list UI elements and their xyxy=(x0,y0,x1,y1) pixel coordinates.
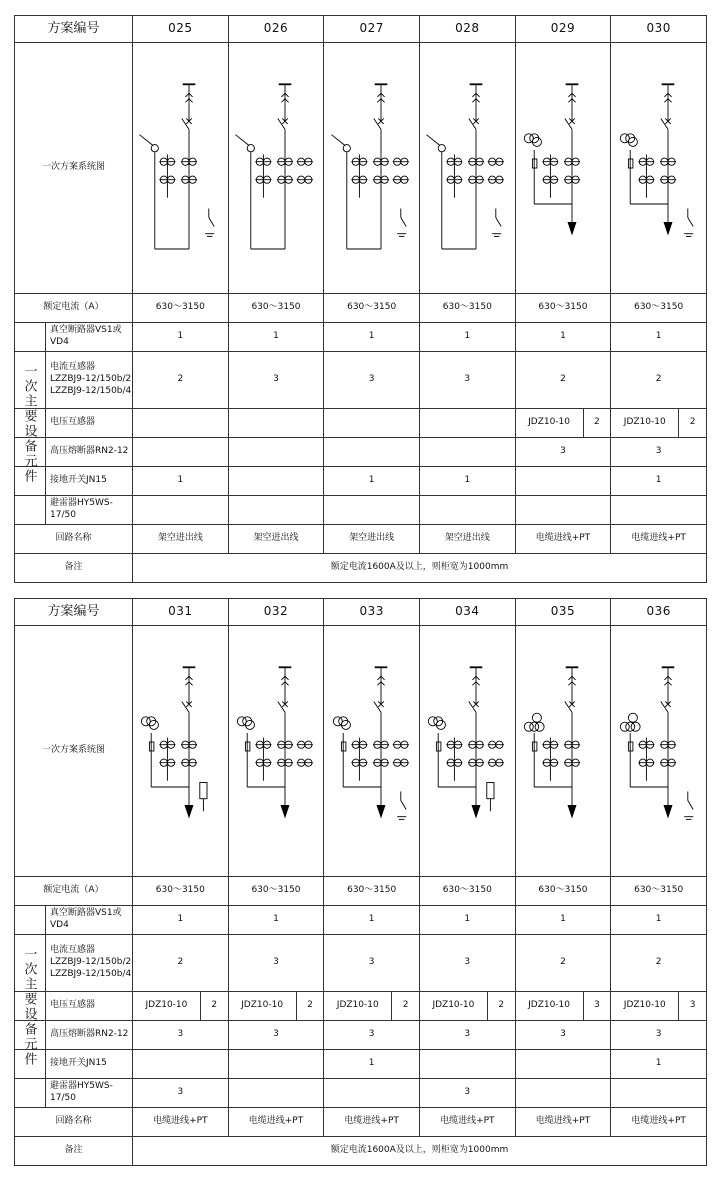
scheme-code: 033 xyxy=(324,599,420,626)
component-qty: 1 xyxy=(324,906,420,935)
component-qty: 1 xyxy=(133,906,229,935)
component-qty: 3 xyxy=(419,1021,515,1050)
circuit-name: 电缆进线+PT xyxy=(324,1108,420,1137)
rated-current-value: 630～3150 xyxy=(133,294,229,323)
component-qty xyxy=(133,409,229,438)
circuit-name: 架空进出线 xyxy=(228,525,324,554)
component-qty xyxy=(133,1050,229,1079)
component-qty: 1 xyxy=(324,467,420,496)
component-qty: 1 xyxy=(515,906,611,935)
rated-current-value: 630～3150 xyxy=(228,294,324,323)
scheme-no-label: 方案编号 xyxy=(15,599,133,626)
component-qty: 3 xyxy=(133,1021,229,1050)
remark-value: 额定电流1600A及以上，则柜宽为1000mm xyxy=(133,554,707,583)
single-line-diagram xyxy=(611,43,707,294)
rated-current-value: 630～3150 xyxy=(611,877,707,906)
single-line-diagram xyxy=(515,626,611,877)
scheme-code: 029 xyxy=(515,16,611,43)
component-qty: 1 xyxy=(611,323,707,352)
scheme-table xyxy=(14,598,707,1166)
circuit-name: 电缆进线+PT xyxy=(515,525,611,554)
single-line-diagram xyxy=(611,626,707,877)
single-line-diagram xyxy=(228,626,324,877)
component-qty: 2 xyxy=(133,352,229,409)
circuit-name: 电缆进线+PT xyxy=(133,1108,229,1137)
component-qty: 3 xyxy=(515,438,611,467)
component-qty xyxy=(133,438,229,467)
component-qty xyxy=(133,496,229,525)
scheme-code: 034 xyxy=(419,599,515,626)
component-qty: 1 xyxy=(515,323,611,352)
scheme-code: 035 xyxy=(515,599,611,626)
main-components-label: 一次主要设备元件 xyxy=(21,363,37,484)
single-line-diagram xyxy=(515,43,611,294)
component-label: 高压熔断器RN2-12 xyxy=(50,446,129,457)
component-qty xyxy=(419,1050,515,1079)
vt-value: JDZ10-10 2 xyxy=(324,992,420,1021)
component-label: 接地开关JN15 xyxy=(50,1058,107,1069)
circuit-name: 电缆进线+PT xyxy=(419,1108,515,1137)
component-qty xyxy=(228,1050,324,1079)
circuit-name: 架空进出线 xyxy=(133,525,229,554)
diagram-label: 一次方案系统图 xyxy=(15,626,133,877)
scheme-code: 028 xyxy=(419,16,515,43)
component-qty xyxy=(419,496,515,525)
component-qty xyxy=(324,438,420,467)
component-qty xyxy=(611,1079,707,1108)
circuit-name: 电缆进线+PT xyxy=(611,1108,707,1137)
single-line-diagram xyxy=(324,626,420,877)
rated-current-value: 630～3150 xyxy=(133,877,229,906)
component-qty: 3 xyxy=(324,1021,420,1050)
component-qty xyxy=(324,496,420,525)
component-qty: 3 xyxy=(228,935,324,992)
component-qty xyxy=(324,1079,420,1108)
component-qty: 2 xyxy=(611,352,707,409)
component-label: 电流互感器 LZZBJ9-12/150b/2 LZZBJ9-12/150b/4 xyxy=(50,945,132,979)
vt-value: JDZ10-10 3 xyxy=(611,992,707,1021)
component-qty xyxy=(515,467,611,496)
component-label: 高压熔断器RN2-12 xyxy=(50,1029,129,1040)
circuit-name: 电缆进线+PT xyxy=(515,1108,611,1137)
component-label: 电流互感器 LZZBJ9-12/150b/2 LZZBJ9-12/150b/4 xyxy=(50,362,132,396)
component-qty: 1 xyxy=(419,323,515,352)
vt-value: JDZ10-10 2 xyxy=(611,409,707,438)
component-qty xyxy=(228,467,324,496)
component-qty xyxy=(419,409,515,438)
component-label: 避雷器HY5WS-17/50 xyxy=(50,1081,113,1103)
component-qty xyxy=(515,1050,611,1079)
component-qty xyxy=(611,496,707,525)
component-qty xyxy=(228,409,324,438)
rated-current-value: 630～3150 xyxy=(515,294,611,323)
scheme-code: 025 xyxy=(133,16,229,43)
circuit-name: 架空进出线 xyxy=(324,525,420,554)
component-qty: 3 xyxy=(228,352,324,409)
component-qty xyxy=(228,438,324,467)
component-qty: 1 xyxy=(133,467,229,496)
rated-current-value: 630～3150 xyxy=(611,294,707,323)
vt-value: JDZ10-10 2 xyxy=(515,409,611,438)
component-qty: 2 xyxy=(515,352,611,409)
component-qty xyxy=(324,409,420,438)
single-line-diagram xyxy=(419,626,515,877)
rated-current-value: 630～3150 xyxy=(228,877,324,906)
component-qty: 1 xyxy=(611,906,707,935)
component-qty xyxy=(228,496,324,525)
rated-current-value: 630～3150 xyxy=(419,294,515,323)
component-qty: 2 xyxy=(515,935,611,992)
component-qty: 1 xyxy=(419,906,515,935)
rated-current-value: 630～3150 xyxy=(419,877,515,906)
scheme-code: 031 xyxy=(133,599,229,626)
scheme-code: 032 xyxy=(228,599,324,626)
remark-label: 备注 xyxy=(15,1137,133,1166)
single-line-diagram xyxy=(133,626,229,877)
scheme-table xyxy=(14,15,707,583)
scheme-code: 030 xyxy=(611,16,707,43)
scheme-code: 027 xyxy=(324,16,420,43)
component-qty xyxy=(228,1079,324,1108)
single-line-diagram xyxy=(419,43,515,294)
scheme-code: 026 xyxy=(228,16,324,43)
diagram-label: 一次方案系统图 xyxy=(15,43,133,294)
circuit-name: 电缆进线+PT xyxy=(611,525,707,554)
component-qty: 3 xyxy=(133,1079,229,1108)
component-qty: 1 xyxy=(324,323,420,352)
component-qty: 1 xyxy=(611,1050,707,1079)
rated-current-value: 630～3150 xyxy=(324,294,420,323)
component-qty: 3 xyxy=(228,1021,324,1050)
circuit-name: 架空进出线 xyxy=(419,525,515,554)
rated-current-value: 630～3150 xyxy=(324,877,420,906)
single-line-diagram xyxy=(324,43,420,294)
component-label: 避雷器HY5WS-17/50 xyxy=(50,498,113,520)
component-label: 真空断路器VS1或VD4 xyxy=(50,325,122,347)
component-qty: 3 xyxy=(324,352,420,409)
circuit-name: 电缆进线+PT xyxy=(228,1108,324,1137)
circuit-name-label: 回路名称 xyxy=(15,525,133,554)
circuit-name-label: 回路名称 xyxy=(15,1108,133,1137)
component-qty: 1 xyxy=(133,323,229,352)
component-qty: 3 xyxy=(324,935,420,992)
component-qty xyxy=(515,496,611,525)
component-qty: 2 xyxy=(133,935,229,992)
component-label: 电压互感器 xyxy=(50,417,96,428)
single-line-diagram xyxy=(133,43,229,294)
component-qty: 1 xyxy=(419,467,515,496)
rated-current-label: 额定电流（A） xyxy=(15,877,133,906)
remark-value: 额定电流1600A及以上，则柜宽为1000mm xyxy=(133,1137,707,1166)
single-line-diagram xyxy=(228,43,324,294)
component-qty: 1 xyxy=(228,906,324,935)
scheme-code: 036 xyxy=(611,599,707,626)
rated-current-value: 630～3150 xyxy=(515,877,611,906)
component-qty: 1 xyxy=(611,467,707,496)
vt-value: JDZ10-10 2 xyxy=(228,992,324,1021)
remark-label: 备注 xyxy=(15,554,133,583)
vt-value: JDZ10-10 3 xyxy=(515,992,611,1021)
component-qty: 1 xyxy=(324,1050,420,1079)
component-qty: 3 xyxy=(611,438,707,467)
component-qty: 2 xyxy=(611,935,707,992)
component-qty: 3 xyxy=(419,1079,515,1108)
rated-current-label: 额定电流（A） xyxy=(15,294,133,323)
component-qty xyxy=(419,438,515,467)
component-label: 电压互感器 xyxy=(50,1000,96,1011)
component-qty: 3 xyxy=(419,352,515,409)
component-label: 真空断路器VS1或VD4 xyxy=(50,908,122,930)
vt-value: JDZ10-10 2 xyxy=(133,992,229,1021)
vt-value: JDZ10-10 2 xyxy=(419,992,515,1021)
component-qty xyxy=(515,1079,611,1108)
component-qty: 1 xyxy=(228,323,324,352)
component-qty: 3 xyxy=(611,1021,707,1050)
component-qty: 3 xyxy=(419,935,515,992)
main-components-label: 一次主要设备元件 xyxy=(21,946,37,1067)
component-label: 接地开关JN15 xyxy=(50,475,107,486)
component-qty: 3 xyxy=(515,1021,611,1050)
scheme-no-label: 方案编号 xyxy=(15,16,133,43)
